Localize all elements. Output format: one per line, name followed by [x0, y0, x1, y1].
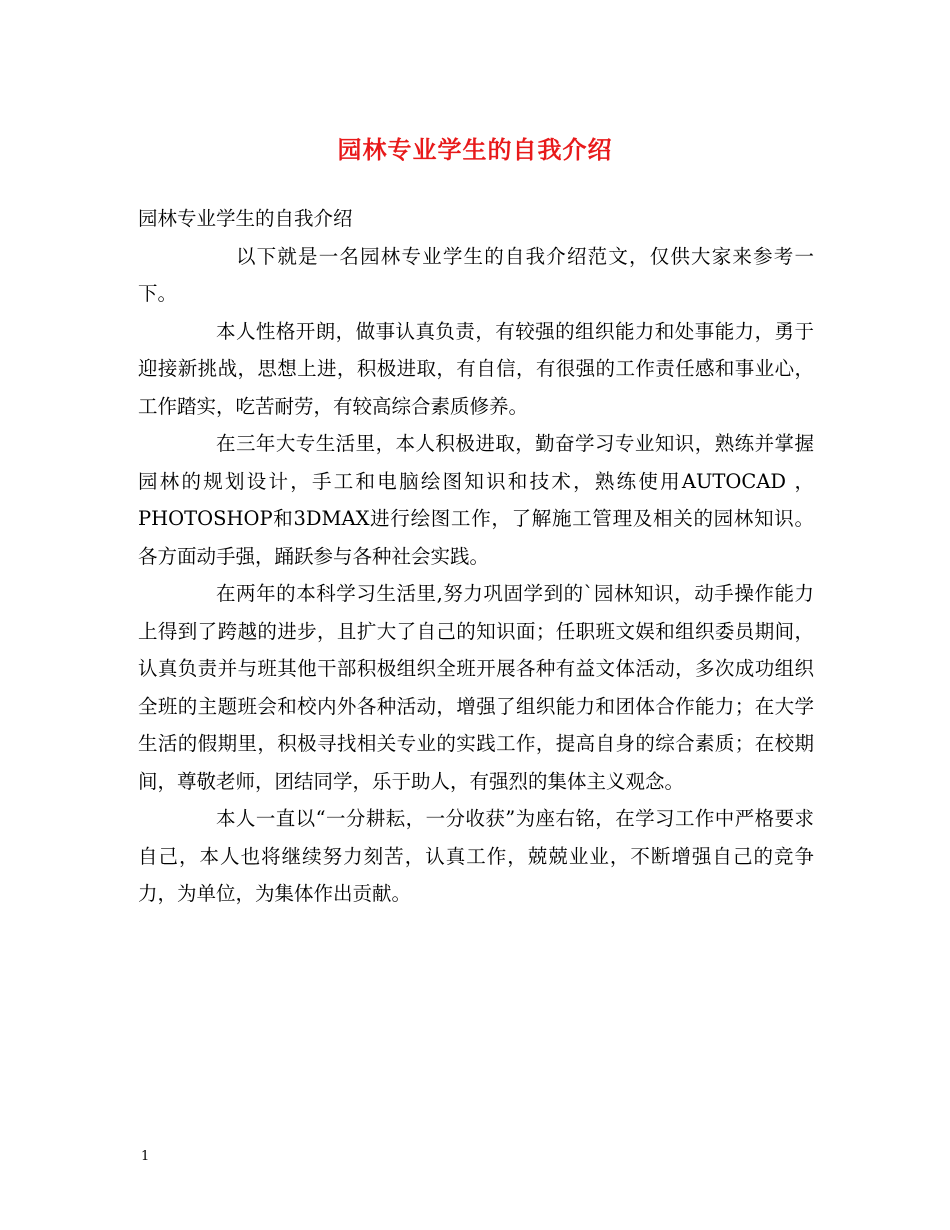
body-paragraph: 本人一直以“一分耕耘，一分收获”为座右铭，在学习工作中严格要求自己，本人也将继续努力刻苦，认真工作，兢兢业业，不断增强自己的竞争力，为单位，为集体作出贡献。	[138, 807, 814, 905]
page-number: 1	[141, 1149, 150, 1164]
document-subtitle: 园林专业学生的自我介绍	[138, 207, 353, 230]
body-paragraph: 在两年的本科学习生活里,努力巩固学到的`园林知识，动手操作能力上得到了跨越的进步，且扩大了自己的知识面；任职班文娱和组织委员期间，认真负责并与班其他干部积极组织全班开展各种有益文体活动，多次成功组织全班的主题班会和校内外各种活动，增强了组织能力和团体合作能力；在大学生活的假期里，积极寻找相关专业的实践工作，提高自身的综合素质；在校期间，尊敬老师，团结同学，乐于助人，有强烈的集体主义观念。	[138, 582, 814, 793]
intro-paragraph: 以下就是一名园林专业学生的自我介绍范文，仅供大家来参考一下。	[138, 244, 814, 305]
body-paragraph: 在三年大专生活里，本人积极进取，勤奋学习专业知识，熟练并掌握园林的规划设计，手工和电脑绘图知识和技术，熟练使用AUTOCAD ，PHOTOSHOP和3DMAX进行绘图工作，了解施工管理及相关的园林知识。各方面动手强，踊跃参与各种社会实践。	[138, 432, 814, 568]
document-title: 园林专业学生的自我介绍	[337, 136, 613, 164]
body-paragraph: 本人性格开朗，做事认真负责，有较强的组织能力和处事能力，勇于迎接新挑战，思想上进，积极进取，有自信，有很强的工作责任感和事业心，工作踏实，吃苦耐劳，有较高综合素质修养。	[138, 319, 814, 418]
document-body	[138, 200, 814, 913]
